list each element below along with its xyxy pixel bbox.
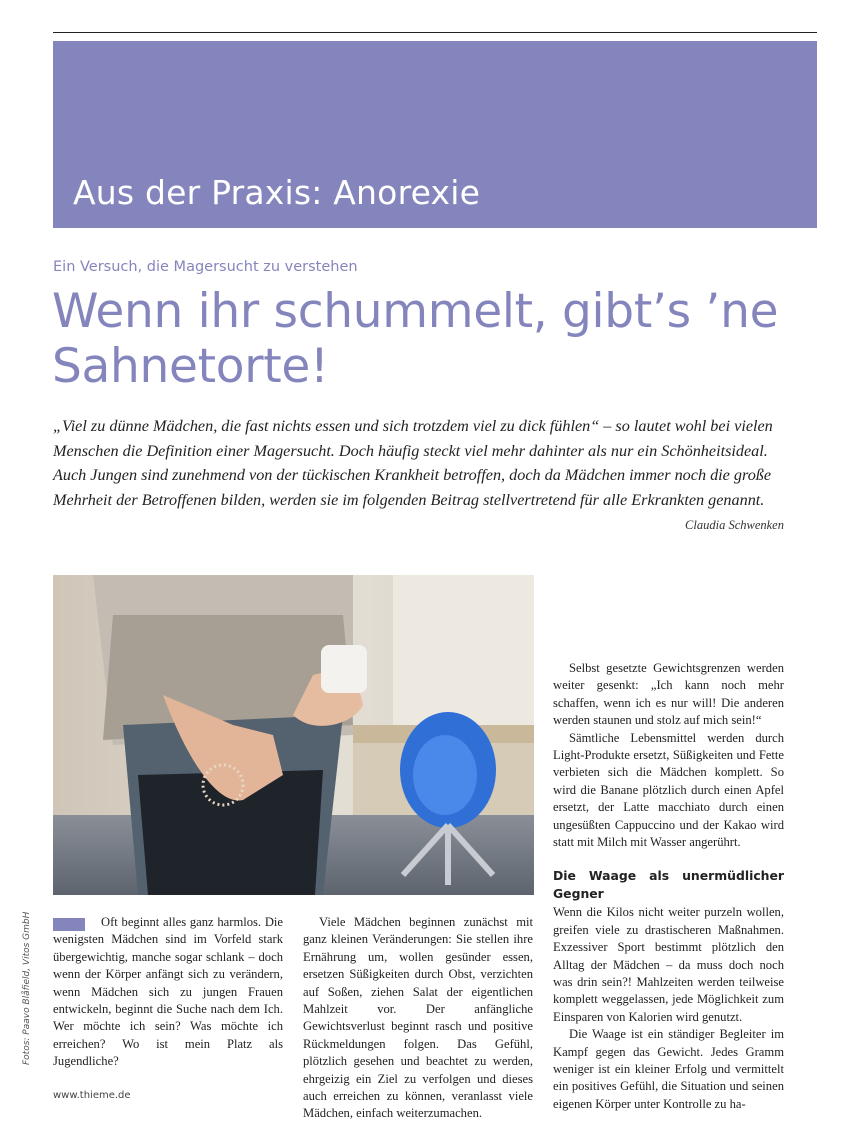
article-paragraph: Die Waage ist ein ständiger Begleiter im Kampf gegen das Gewicht. Jedes Gramm weniger ist ein kleiner Erfolg und vermittelt ein positives Gefühl, die Situation und seinen eigenen Körper unter Kontrolle zu ha- (553, 1027, 784, 1111)
article-paragraph: Selbst gesetzte Gewichtsgrenzen werden weiter gesenkt: „Ich kann noch mehr schaffen, wenn ich es nur will! Die anderen werden staunen und stolz auf mich sein!“ (553, 661, 784, 728)
article-column-2 (303, 914, 533, 1123)
article-lead: „Viel zu dünne Mädchen, die fast nichts essen und sich trotzdem viel zu dick fühlen“ – so lautet wohl bei vielen Menschen die Definition einer Magersucht. Doch häufig steckt viel mehr dahinter als nur ein Schönheitsideal. Auch Jungen sind zunehmend von der tückischen Krankheit betroffen, doch da Mädchen immer noch die große Mehrheit der Betroffenen bilden, werden sie im folgenden Beitrag stellvertretend für alle Erkrankten genannt. (53, 417, 773, 509)
article-column-3 (553, 573, 784, 1113)
article-subhead: Die Waage als unermüdlicher Gegner (553, 868, 784, 901)
section-banner (53, 41, 817, 228)
article-author: Claudia Schwenken (685, 518, 784, 532)
article-paragraph: Viele Mädchen beginnen zunächst mit ganz kleinen Veränderungen: Sie stellen ihre Ernährung um, wollen gesünder essen, ersetzen Süßigkeiten durch Obst, verzichten auf Soßen, ziehen Salat der eigentlichen Mahlzeit vor. Der anfängliche Gewichtsverlust beginnt rasch und positive Rückmeldungen folgen. Das Gefühl, plötzlich gesehen und beachtet zu werden, ehrgeizig ein Ziel zu verfolgen und dieses auch erreichen zu können, veranlasst viele Mädchen, einfach weiterzumachen. (303, 915, 533, 1121)
top-rule (53, 32, 817, 33)
section-title: Aus der Praxis: Anorexie (73, 173, 481, 212)
column-continuation-space (553, 573, 784, 660)
girl-photo-illustration (53, 575, 534, 895)
section-marker (53, 918, 85, 931)
article-headline: Wenn ihr schummelt, gibt’s ’ne Sahnetorte! (52, 284, 779, 394)
article-paragraph: Wenn die Kilos nicht weiter purzeln wollen, greifen viele zu drastischeren Maßnahmen. Exzessiver Sport bestimmt plötzlich den Alltag der Mädchen – da muss doch noch was drin sein?! Mahlzeiten werden teilweise komplett weggelassen, jede Möglichkeit zum Einsparen von Kalorien wird genutzt. (553, 905, 784, 1024)
article-paragraph: Sämtliche Lebensmittel werden durch Light-Produkte ersetzt, Süßigkeiten und Fette verbieten sich die Mädchen komplett. So wird die Banane plötzlich durch einen Apfel ersetzt, der Latte macchiato durch einen ungesüßten Cappuccino und der Kakao wird statt mit Milch mit Wasser angerührt. (553, 730, 784, 850)
article-paragraph: Oft beginnt alles ganz harmlos. Die wenigsten Mädchen sind im Vorfeld stark übergewichtig, manche sogar schlank – doch wenn der Körper anfängt sich zu verändern, wenn Mädchen sich zu jungen Frauen entwickeln, beginnt die Suche nach dem Ich. Wer möchte ich sein? Was möchte ich erreichen? Wo ist mein Platz als Jugendliche? (53, 915, 283, 1069)
article-column-1 (53, 914, 283, 1071)
photo-credit: Fotos: Paavo Blåfield, Vitos GmbH (22, 911, 32, 1065)
footer-url: www.thieme.de (53, 1090, 131, 1101)
article-kicker: Ein Versuch, die Magersucht zu verstehen (53, 259, 358, 275)
article-photo (53, 575, 534, 895)
